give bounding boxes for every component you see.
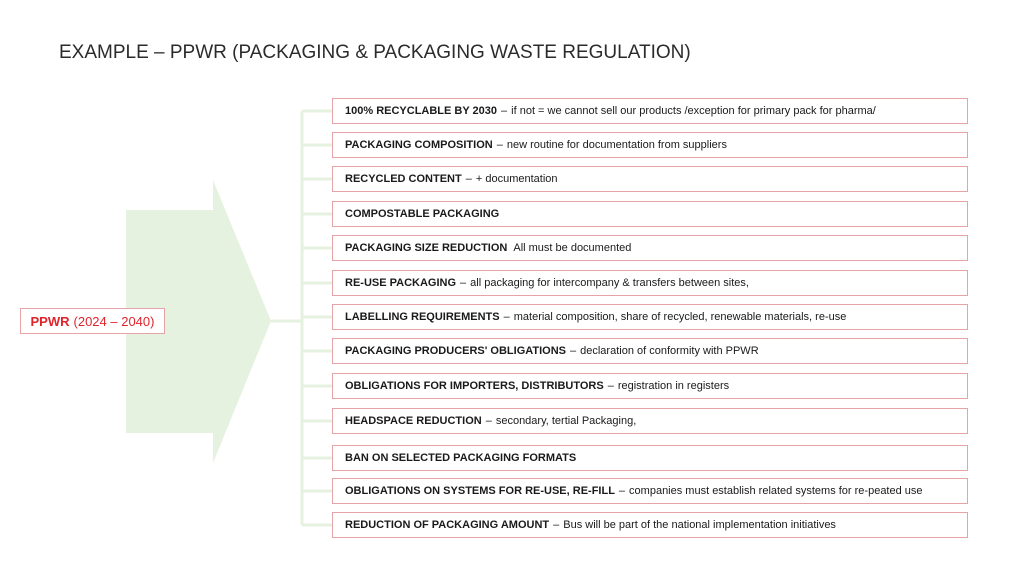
requirement-separator: – (607, 380, 614, 392)
requirement-label: OBLIGATIONS ON SYSTEMS FOR RE-USE, RE-FILL (345, 485, 615, 497)
requirement-label: 100% RECYCLABLE BY 2030 (345, 105, 498, 117)
requirement-separator: – (618, 485, 626, 497)
requirement-detail: declaration of conformity with PPWR (580, 345, 759, 357)
requirement-detail: registration in registers (617, 380, 730, 392)
requirement-label: RECYCLED CONTENT (345, 173, 462, 185)
requirement-detail: new routine for documentation from suppliers (506, 139, 727, 151)
requirement-item (332, 304, 968, 330)
requirement-label: PACKAGING PRODUCERS' OBLIGATIONS (345, 345, 566, 357)
requirement-item (332, 512, 968, 538)
requirement-item (332, 408, 968, 434)
requirement-detail: + documentation (475, 173, 558, 185)
requirement-item (332, 373, 968, 399)
requirement-detail: All must be documented (513, 242, 632, 254)
requirement-label: REDUCTION OF PACKAGING AMOUNT (345, 519, 550, 531)
requirement-item (332, 98, 968, 124)
requirement-detail: secondary, tertial Packaging, (495, 415, 637, 427)
requirement-item (332, 478, 968, 504)
requirement-label: PACKAGING COMPOSITION (345, 139, 493, 151)
requirement-detail: companies must establish related systems for re-peated use (629, 485, 923, 497)
requirement-detail: Bus will be part of the national implementation initiatives (563, 519, 836, 531)
requirement-label: LABELLING REQUIREMENTS (345, 311, 500, 323)
ppwr-name: PPWR (30, 313, 70, 329)
requirement-item (332, 270, 968, 296)
requirement-detail: material composition, share of recycled, renewable materials, re-use (513, 311, 847, 323)
requirement-item (332, 201, 968, 227)
page-title: EXAMPLE – PPWR (PACKAGING & PACKAGING WASTE REGULATION) (59, 42, 691, 63)
requirement-separator: – (570, 345, 577, 357)
requirement-separator: – (553, 519, 560, 531)
requirement-separator: – (503, 311, 510, 323)
requirement-separator: – (485, 415, 492, 427)
requirement-detail: all packaging for intercompany & transfers between sites, (470, 277, 749, 289)
requirement-item (332, 235, 968, 261)
requirement-label: BAN ON SELECTED PACKAGING FORMATS (345, 452, 577, 464)
requirement-label: COMPOSTABLE PACKAGING (345, 208, 500, 220)
requirement-separator: – (501, 105, 508, 117)
ppwr-root-box (20, 308, 165, 334)
requirement-separator: – (465, 173, 472, 185)
requirement-label: RE-USE PACKAGING (345, 277, 457, 289)
requirement-label: PACKAGING SIZE REDUCTION (345, 242, 508, 254)
ppwr-years: (2024 – 2040) (73, 313, 155, 329)
requirement-detail: if not = we cannot sell our products /exception for primary pack for pharma/ (511, 105, 876, 117)
requirement-item (332, 132, 968, 158)
requirement-label: OBLIGATIONS FOR IMPORTERS, DISTRIBUTORS (345, 380, 604, 392)
requirement-separator: – (460, 277, 467, 289)
requirement-item (332, 338, 968, 364)
requirement-label: HEADSPACE REDUCTION (345, 415, 482, 427)
requirement-item (332, 166, 968, 192)
requirement-separator: – (496, 139, 503, 151)
requirement-item (332, 445, 968, 471)
